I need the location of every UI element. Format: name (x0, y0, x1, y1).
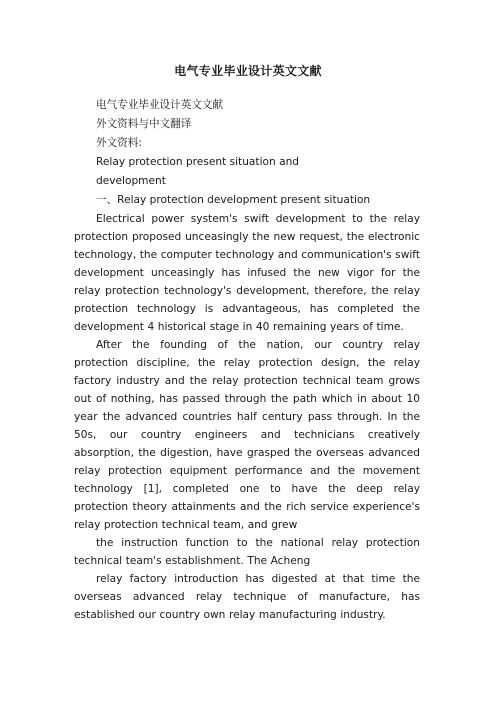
header-line-3: 外文资料: (96, 137, 142, 149)
header-line-4: Relay protection present situation and (96, 156, 300, 168)
document-body (74, 96, 420, 624)
paragraph-2: After the founding of the nation, our country relay protection discipline, the relay protection design, the relay factory industry and the relay protection technical team grows out of nothing, has passed through the path which in about 10 year the advanced countries half century pass through. In the 50s, our country engineers and technicians creatively absorption, the digestion, have grasped the overseas advanced relay protection equipment performance and the movement technology [1], completed one to have the deep relay protection theory attainments and the rich service experience's relay protection technical team, and grew (74, 339, 420, 531)
header-line-1: 电气专业毕业设计英文文献 (96, 99, 224, 111)
header-line-2: 外文资料与中文翻译 (96, 118, 192, 130)
paragraph-3: the instruction function to the national relay protection technical team's establishment. The Acheng (74, 537, 420, 567)
header-line-5: development (96, 175, 166, 187)
paragraph-1: Electrical power system's swift development to the relay protection proposed unceasingly the new request, the electronic technology, the computer technology and communication's swift development unceasingly has infused the new vigor for the relay protection technology's development, therefore, the relay protection technology is advantageous, has completed the development 4 historical stage in 40 remaining years of time. (74, 213, 421, 333)
document-title: 电气专业毕业设计英文文献 (174, 64, 322, 78)
paragraph-4: relay factory introduction has digested at that time the overseas advanced relay technique of manufacture, has established our country own relay manufacturing industry. (74, 573, 420, 621)
section-heading: 一、Relay protection development present situation (96, 194, 371, 206)
